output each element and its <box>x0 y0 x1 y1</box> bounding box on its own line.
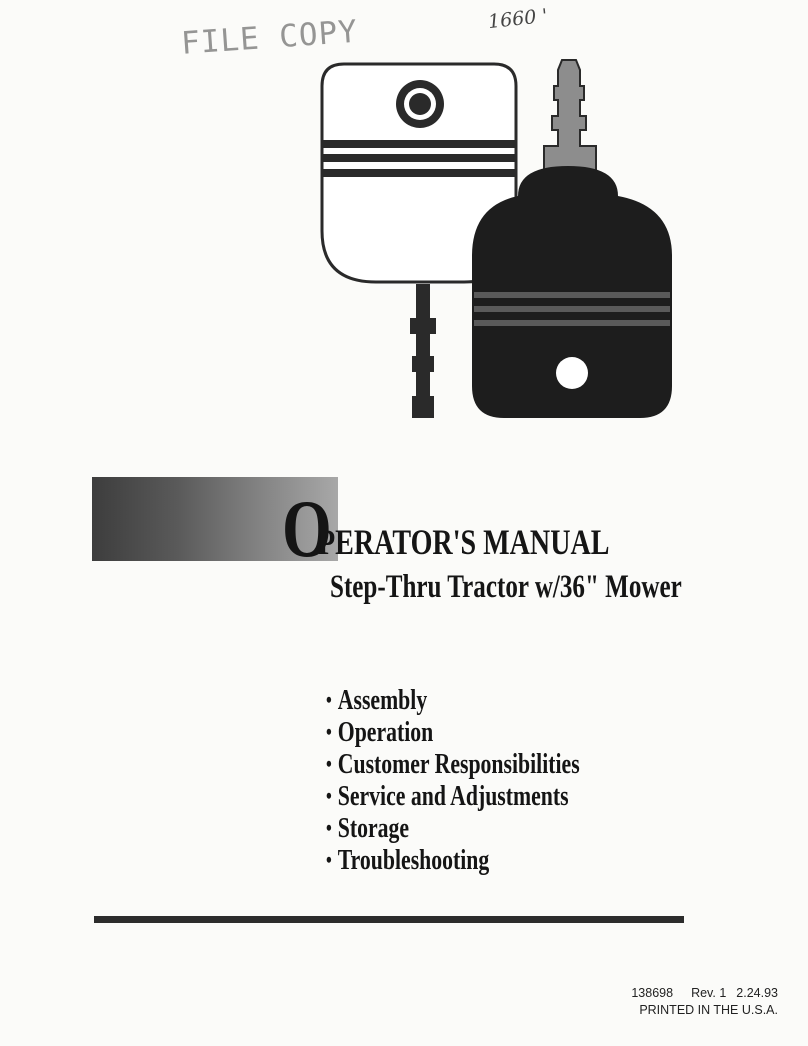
revision-date: 2.24.93 <box>736 986 778 1000</box>
tractor-keys-illustration <box>318 56 676 424</box>
topic-label: Customer Responsibilities <box>337 748 580 780</box>
list-item <box>326 812 580 844</box>
horizontal-divider <box>94 916 684 923</box>
footer-line-1 <box>631 985 778 1002</box>
bullet-icon: • <box>326 687 332 712</box>
bullet-icon: • <box>326 815 332 840</box>
list-item <box>326 844 580 876</box>
bullet-icon: • <box>326 751 332 776</box>
revision: Rev. 1 <box>691 986 727 1000</box>
handwritten-note: 1660 ' <box>487 4 549 34</box>
bullet-icon: • <box>326 847 332 872</box>
printed-location: PRINTED IN THE U.S.A. <box>639 1003 778 1017</box>
list-item <box>326 684 580 716</box>
bullet-icon: • <box>326 783 332 808</box>
title-initial: O <box>282 483 332 574</box>
topic-label: Troubleshooting <box>337 844 490 876</box>
page-title: PERATOR'S MANUAL <box>318 522 610 562</box>
list-item <box>326 748 580 780</box>
topic-label: Operation <box>337 716 434 748</box>
topic-label: Assembly <box>337 684 428 716</box>
list-item <box>326 716 580 748</box>
topic-label: Storage <box>337 812 410 844</box>
file-copy-stamp: FILE COPY <box>180 13 360 62</box>
topic-label: Service and Adjustments <box>337 780 569 812</box>
topics-list <box>326 684 664 876</box>
bullet-icon: • <box>326 719 332 744</box>
footer-info <box>631 985 778 1019</box>
page-subtitle: Step-Thru Tractor w/36" Mower <box>330 569 682 605</box>
part-number: 138698 <box>631 986 674 1000</box>
list-item <box>326 780 580 812</box>
